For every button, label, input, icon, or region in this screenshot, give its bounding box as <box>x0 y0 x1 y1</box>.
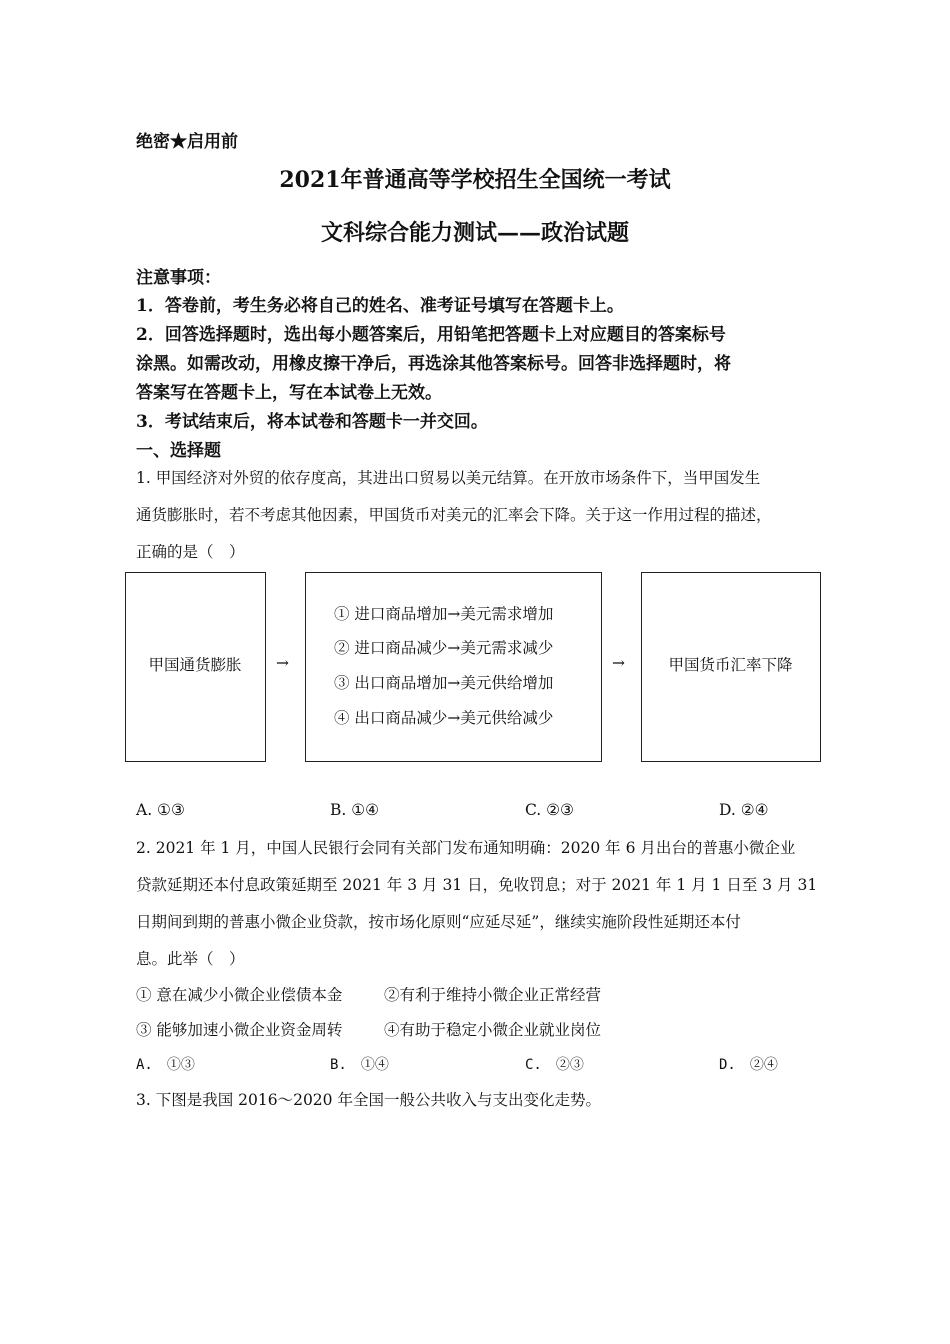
note-item-1: 1．答卷前，考生务必将自己的姓名、准考证号填写在答题卡上。 <box>136 296 624 316</box>
q2-statement-4: ④有助于稳定小微企业就业岗位 <box>384 1021 602 1039</box>
note-item-3: 3．考试结束后，将本试卷和答题卡一并交回。 <box>136 412 488 432</box>
notes-heading: 注意事项： <box>136 268 221 288</box>
diagram-path-2: ② 进口商品减少→美元需求减少 <box>334 639 554 657</box>
q3-line-1: 3. 下图是我国 2016～2020 年全国一般公共收入与支出变化走势。 <box>136 1091 601 1109</box>
q1-line-3: 正确的是（ ） <box>136 543 245 561</box>
diagram-path-1: ① 进口商品增加→美元需求增加 <box>334 605 554 623</box>
q1-option-d: D. ②④ <box>719 801 769 819</box>
q2-line-4: 息。此举（ ） <box>136 950 245 968</box>
diagram-left-box <box>125 572 266 762</box>
q1-option-b: B. ①④ <box>330 801 380 819</box>
q2-line-1: 2. 2021 年 1 月，中国人民银行会同有关部门发布通知明确：2020 年 6 月出台的普惠小微企业 <box>136 839 796 857</box>
diagram-right-box <box>641 572 821 762</box>
diagram-path-4: ④ 出口商品减少→美元供给减少 <box>334 709 554 727</box>
q2-statement-2: ②有利于维持小微企业正常经营 <box>384 986 602 1004</box>
q2-statement-1: ① 意在减少小微企业偿债本金 <box>136 986 343 1004</box>
q1-line-2: 通货膨胀时，若不考虑其他因素，甲国货币对美元的汇率会下降。关于这一作用过程的描述， <box>136 506 772 524</box>
confidential-label: 绝密★启用前 <box>136 132 238 152</box>
q2-option-b: B. ①④ <box>330 1057 389 1073</box>
q2-option-c: C. ②③ <box>525 1057 584 1073</box>
q2-line-3: 日期间到期的普惠小微企业贷款，按市场化原则“应延尽延”，继续实施阶段性延期还本付 <box>136 913 741 931</box>
diagram-middle-box <box>305 572 602 762</box>
q2-line-2: 贷款延期还本付息政策延期至 2021 年 3 月 31 日，免收罚息；对于 2021 年 1 月 1 日至 3 月 31 <box>136 876 818 894</box>
note-item-2-line-2: 涂黑。如需改动，用橡皮擦干净后，再选涂其他答案标号。回答非选择题时，将 <box>136 354 731 374</box>
diagram-left-text: 甲国通货膨胀 <box>148 656 242 674</box>
q1-option-c: C. ②③ <box>525 801 574 819</box>
diagram-path-3: ③ 出口商品增加→美元供给增加 <box>334 674 554 692</box>
q1-line-1: 1. 甲国经济对外贸的依存度高，其进出口贸易以美元结算。在开放市场条件下，当甲国发生 <box>136 469 761 487</box>
q2-option-a: A. ①③ <box>136 1057 195 1073</box>
exam-title: 2021年普通高等学校招生全国统一考试 <box>279 167 671 193</box>
exam-subtitle: 文科综合能力测试——政治试题 <box>320 220 629 246</box>
q2-statement-3: ③ 能够加速小微企业资金周转 <box>136 1021 343 1039</box>
note-item-2-line-1: 2．回答选择题时，选出每小题答案后，用铅笔把答题卡上对应题目的答案标号 <box>136 325 726 345</box>
note-item-2-line-3: 答案写在答题卡上，写在本试卷上无效。 <box>136 383 442 403</box>
q1-option-a: A. ①③ <box>136 801 185 819</box>
q2-option-d: D. ②④ <box>719 1057 778 1073</box>
arrow-right-icon: → <box>612 654 625 672</box>
arrow-right-icon: → <box>276 654 289 672</box>
diagram-right-text: 甲国货币汇率下降 <box>668 656 793 674</box>
section-heading: 一、选择题 <box>136 441 221 461</box>
